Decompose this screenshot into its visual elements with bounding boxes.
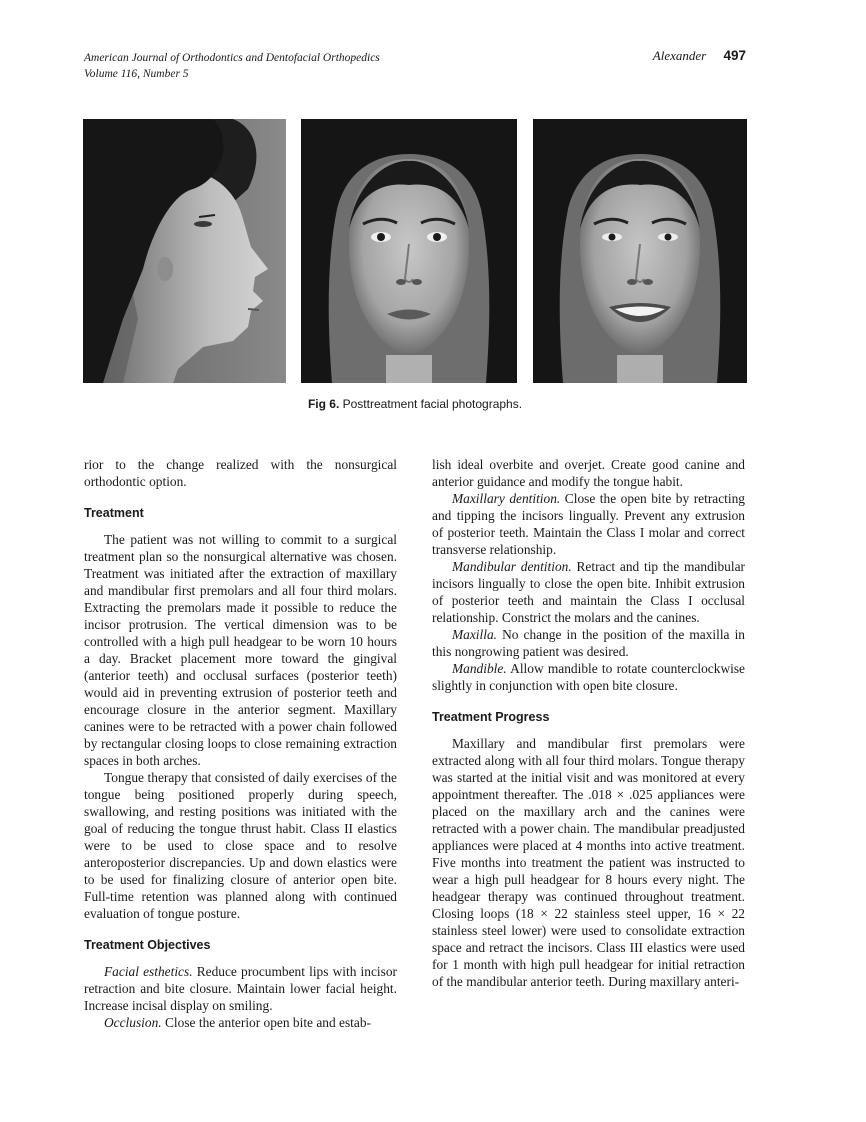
figure-label: Fig 6.: [307, 397, 340, 411]
occlusion-label: Occlusion.: [104, 1015, 162, 1030]
journal-volume: Volume 116, Number 5: [84, 68, 189, 80]
journal-title: American Journal of Orthodontics and Dentofacial Orthopedics: [84, 52, 380, 64]
maxillary-dentition-text: Close the open bite by retracting and tipping the incisors lingually. Prevent any extrusion of posterior teeth. Maintain the Class I molar and correct transverse relationship.: [432, 491, 746, 557]
objective-mandibular-dentition: [432, 558, 745, 626]
maxilla-label: Maxilla.: [452, 627, 497, 642]
facial-esthetics-text: Reduce procumbent lips with incisor retraction and bite closure. Maintain lower facial height. Increase incisal display on smiling.: [84, 964, 397, 1013]
left-column: [84, 456, 397, 1031]
objective-facial-esthetics: [84, 963, 397, 1014]
continued-paragraph: lish ideal overbite and overjet. Create good canine and anterior guidance and modify the tongue habit.: [432, 457, 745, 489]
right-column: [432, 456, 745, 990]
frontal-photo: [301, 119, 517, 383]
objective-maxillary-dentition: [432, 490, 745, 558]
maxillary-dentition-label: Maxillary dentition.: [452, 491, 561, 506]
objective-maxilla: [432, 626, 745, 660]
objective-mandible: [432, 660, 745, 694]
smiling-photo: [533, 119, 747, 383]
facial-esthetics-label: Facial esthetics.: [104, 964, 193, 979]
mandible-text: Allow mandible to rotate counterclockwise slightly in conjunction with open bite closure.: [432, 661, 745, 693]
maxilla-text: No change in the position of the maxilla in this nongrowing patient was desired.: [432, 627, 745, 659]
treatment-paragraph-2: Tongue therapy that consisted of daily exercises of the tongue being positioned properly during speech, swallowing, and resting positions was initiated with the goal of reducing the tongue thrust habit. Class II elastics were to be used to close space and to resolve anteroposterior discrepancies. Up and down elastics were to be used for finalizing closure of anterior open bite. Full-time retention was planned along with continued evaluation of tongue posture.: [84, 770, 397, 921]
heading-treatment-progress: Treatment Progress: [432, 710, 550, 724]
treatment-progress-paragraph: Maxillary and mandibular first premolars were extracted along with all four third molars. Tongue therapy was started at the initial visit and was monitored at every appointment thereafter. The .018 × .025 appliances were placed on the maxillary arch and the canines were retracted with a power chain. The mandibular preadjusted appliances were placed at 4 months into active treatment. Five months into treatment the patient was instructed to wear a high pull headgear for 8 hours every night. The headgear therapy was continued throughout treatment. Closing loops (18 × 22 stainless steel upper, 16 × 22 stainless steel lower) were used to consolidate extraction space and retract the incisors. Class III elastics were used for 1 month with high pull headgear for initial retraction of the mandibular anterior teeth. During maxillary anteri-: [432, 736, 745, 989]
occlusion-text: Close the anterior open bite and estab-: [161, 1015, 372, 1030]
author-name: Alexander: [652, 48, 707, 63]
heading-treatment-objectives: Treatment Objectives: [84, 938, 211, 952]
heading-treatment: Treatment: [84, 506, 144, 520]
figure-caption: [0, 397, 830, 411]
continued-paragraph: rior to the change realized with the nonsurgical orthodontic option.: [84, 457, 397, 489]
figure-caption-text: Posttreatment facial photographs.: [342, 397, 523, 411]
objective-occlusion: [84, 1014, 397, 1031]
mandible-label: Mandible.: [452, 661, 507, 676]
page-header-right: [653, 48, 746, 64]
profile-photo: [83, 119, 286, 383]
mandibular-dentition-label: Mandibular dentition.: [452, 559, 572, 574]
page-number: 497: [723, 48, 746, 63]
treatment-paragraph-1: The patient was not willing to commit to a surgical treatment plan so the nonsurgical alternative was chosen. Treatment was initiated after the extraction of maxillary and mandibular first premolars and all four third molars. Extracting the premolars made it possible to reduce the incisor protrusion. The vertical dimension was to be controlled with a high pull headgear to be worn 10 hours a day. Bracket placement more toward the gingival (anterior teeth) and occlusal surfaces (posterior teeth) would aid in preventing extrusion of posterior teeth and encourage closure in the anterior segment. Maxillary canines were to be retracted with a power chain followed by rectangular closing loops to close remaining extraction spaces in both arches.: [84, 532, 397, 768]
mandibular-dentition-text: Retract and tip the mandibular incisors lingually to close the open bite. Inhibit extrusion of posterior teeth and maintain the Class I occlusal relationship. Constrict the molars and the canines.: [432, 559, 745, 625]
running-header: [84, 50, 380, 82]
